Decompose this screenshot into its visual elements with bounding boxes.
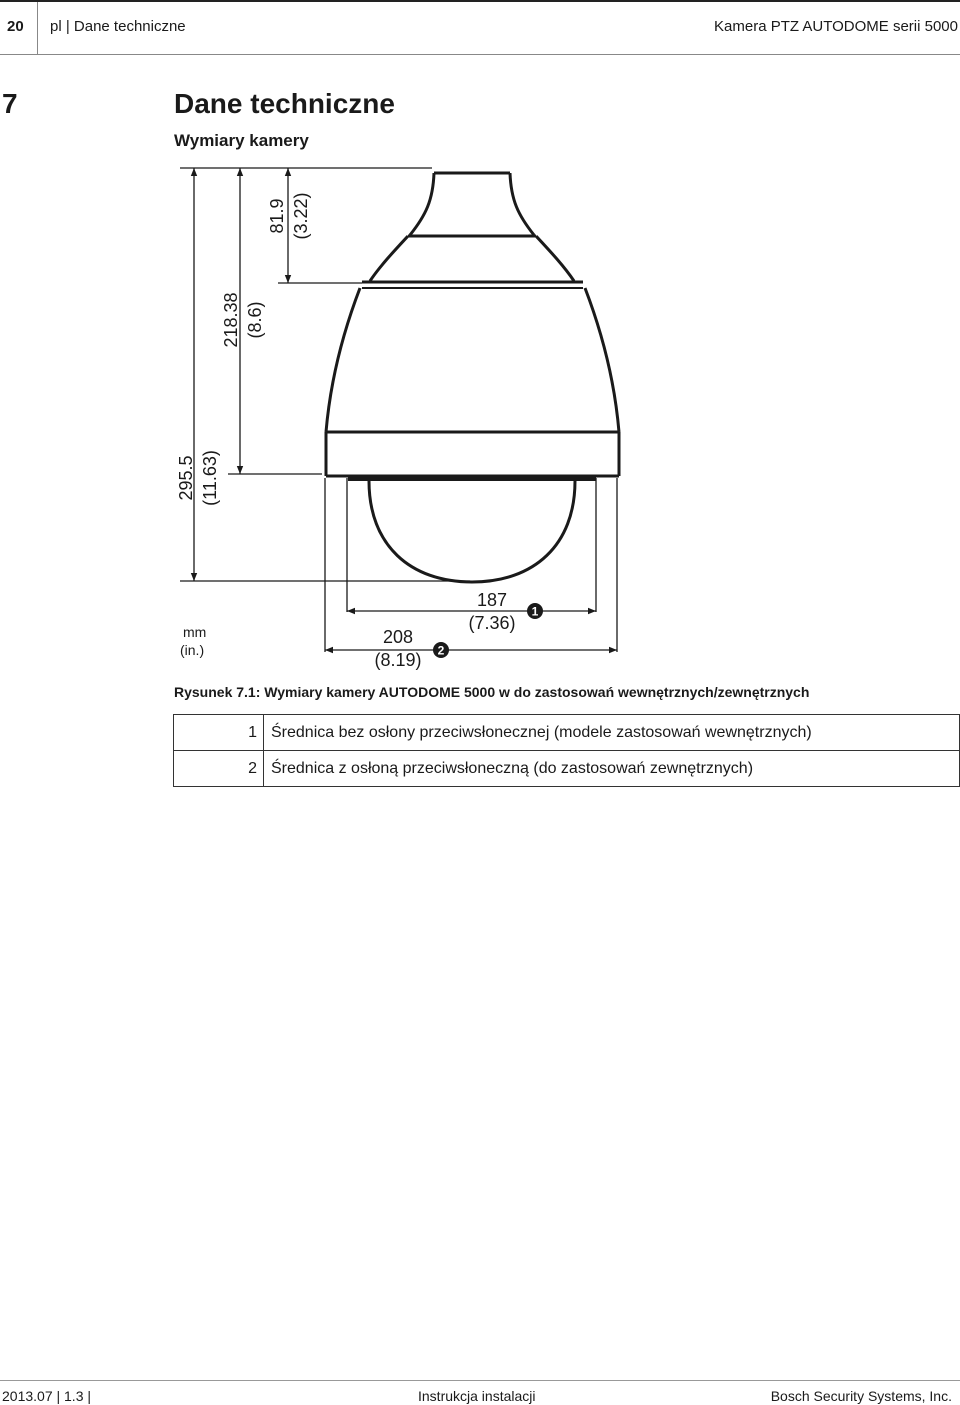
- dim-dome-mm: 187: [476, 590, 508, 610]
- dim-top-mm: 81.9: [267, 198, 287, 234]
- callout-1-number: 1: [531, 604, 539, 619]
- figure-caption: Rysunek 7.1: Wymiary kamery AUTODOME 5000 w do zastosowań wewnętrznych/zewnętrznych: [174, 684, 810, 700]
- header-product-name: Kamera PTZ AUTODOME serii 5000: [714, 18, 958, 35]
- footer-document-type: Instrukcja instalacji: [418, 1388, 536, 1404]
- camera-dimension-drawing: [0, 160, 960, 680]
- legend-description: Średnica z osłoną przeciwsłoneczną (do zastosowań zewnętrznych): [264, 751, 960, 787]
- section-title: Wymiary kamery: [174, 131, 309, 150]
- camera-outline: [326, 173, 619, 582]
- legend-table: [173, 714, 960, 787]
- dim-top-in: (3.22): [291, 192, 311, 240]
- dim-total-in: (11.63): [200, 450, 220, 506]
- dim-total-mm: 295.5: [176, 455, 196, 501]
- page-footer: [0, 1380, 960, 1405]
- header-section-label: pl | Dane techniczne: [50, 18, 186, 35]
- header-divider: [0, 54, 960, 55]
- legend-description: Średnica bez osłony przeciwsłonecznej (modele zastosowań wewnętrznych): [264, 715, 960, 751]
- chapter-number: 7: [2, 88, 18, 119]
- footer-company: Bosch Security Systems, Inc.: [770, 1388, 952, 1404]
- legend-number: 2: [174, 751, 264, 787]
- header-rule: [0, 0, 960, 2]
- footer-divider: [0, 1380, 960, 1381]
- dim-shield-in: (8.19): [374, 650, 422, 670]
- dim-dome-in: (7.36): [468, 613, 516, 633]
- page-number: 20: [7, 18, 24, 35]
- table-row: [174, 751, 960, 787]
- dim-body-in: (8.6): [245, 301, 265, 339]
- dim-body-mm: 218.38: [221, 292, 241, 348]
- callout-2-number: 2: [437, 643, 445, 658]
- dim-shield-mm: 208: [382, 627, 414, 647]
- dimension-lines: [180, 168, 617, 652]
- page-header: [0, 0, 960, 56]
- legend-number: 1: [174, 715, 264, 751]
- table-row: [174, 715, 960, 751]
- units-mm-label: mm: [183, 624, 207, 640]
- units-in-label: (in.): [180, 642, 205, 658]
- footer-version: 2013.07 | 1.3 |: [2, 1388, 92, 1404]
- chapter-title: Dane techniczne: [174, 88, 395, 119]
